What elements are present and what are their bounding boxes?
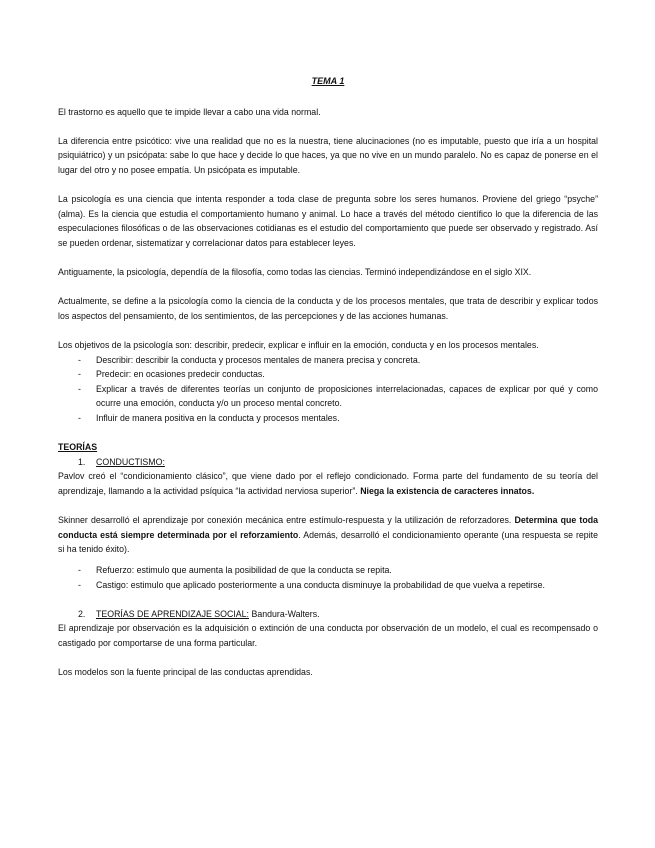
dash-marker: - <box>78 369 81 380</box>
reinforcement-list <box>58 563 598 592</box>
paragraph-actualmente: Actualmente, se define a la psicología como la ciencia de la conducta y de los procesos mentales, que trata de describir y explicar todos los aspectos del pensamiento, de los sentimientos, de las percepciones y de las acciones humanas. <box>58 296 598 321</box>
paragraph-pavlov: Pavlov creó el “condicionamiento clásico”, que viene dado por el reflejo condicionado. Forma parte del fundamento de su teoría del aprendizaje, llamando a la actividad psíquica “la actividad nerviosa superior”. Niega la existencia de caracteres innatos. <box>58 471 598 497</box>
dash-marker: - <box>78 579 81 590</box>
paragraph-observacion: El aprendizaje por observación es la adquisición o extinción de una conducta por observación de un modelo, el cual es recompensado o castigado por comportarse de una forma particular. <box>58 623 598 648</box>
list-item: - Predecir: en ocasiones predecir conductas. <box>58 367 598 382</box>
objectives-list <box>58 353 598 426</box>
list-item: - Influir de manera positiva en la conducta y procesos mentales. <box>58 411 598 426</box>
paragraph-modelos: Los modelos son la fuente principal de las conductas aprendidas. <box>58 667 313 678</box>
paragraph-objetivos: Los objetivos de la psicología son: describir, predecir, explicar e influir en la emoción, conducta y en los procesos mentales. <box>58 340 539 351</box>
list-item: - Castigo: estimulo que aplicado posteriormente a una conducta disminuye la probabilidad de que vuelva a repetirse. <box>58 578 598 593</box>
paragraph-psicologia-ciencia: La psicología es una ciencia que intenta responder a toda clase de pregunta sobre los seres humanos. Proviene del griego “psyche” (alma). Es la ciencia que estudia el comportamiento humano y animal. Lo hace a través del método científico lo que la diferencia de las especulaciones filosóficas o de las observaciones cotidianas es el estudio del comportamiento que puede ser observado y registrado. Así se pueden ordenar, sistematizar y correlacionar datos para establecer leyes. <box>58 194 598 248</box>
pavlov-emphasis: Niega la existencia de caracteres innatos. <box>360 486 535 497</box>
paragraph-antiguamente: Antiguamente, la psicología, dependía de la filosofía, como todas las ciencias. Terminó independizándose en el siglo XIX. <box>58 267 532 278</box>
item-label: TEORÍAS DE APRENDIZAJE SOCIAL: <box>96 608 250 619</box>
list-item: - Describir: describir la conducta y procesos mentales de manera precisa y concreta. <box>58 353 598 368</box>
paragraph-skinner: Skinner desarrolló el aprendizaje por conexión mecánica entre estímulo-respuesta y la utilización de reforzadores. Determina que toda conducta está siempre determinada por el reforzamiento. Además, desarrolló el condicionamiento operante (una respuesta se repite si ha tenido éxito). <box>58 515 599 555</box>
dash-marker: - <box>78 383 81 394</box>
skinner-emphasis: Determina que toda conducta está siempre determinada por el reforzamiento <box>58 515 599 540</box>
dash-marker: - <box>78 413 81 424</box>
item-number: 1. <box>78 456 86 467</box>
item-number: 2. <box>78 608 86 619</box>
section-heading-teorias: TEORÍAS <box>58 442 98 453</box>
numbered-heading-conductismo <box>58 455 598 470</box>
paragraph-psicotico-psicopata: La diferencia entre psicótico: vive una realidad que no es la nuestra, tiene alucinaciones (no es imputable, puesto que iría a un hospital psiquiátrico) y un psicópata: sabe lo que hace y decide lo que haces, ya que no vive en un mundo paralelo. No es capaz de ponerse en el lugar del otro y no posee empatía. Un psicópata es imputable. <box>58 135 598 175</box>
list-item: - Refuerzo: estimulo que aumenta la posibilidad de que la conducta se repita. <box>58 563 598 578</box>
numbered-heading-aprendizaje-social <box>58 607 598 622</box>
list-item: - Explicar a través de diferentes teorías un conjunto de proposiciones interrelacionadas, capaces de explicar por qué y como ocurre una emoción, conducta y/o un proceso mental concreto. <box>78 383 598 409</box>
dash-marker: - <box>78 565 81 575</box>
document-title: TEMA 1 <box>311 76 345 86</box>
dash-marker: - <box>78 354 81 365</box>
item-label: CONDUCTISMO: <box>96 456 165 467</box>
paragraph-trastorno: El trastorno es aquello que te impide llevar a cabo una vida normal. <box>58 106 321 117</box>
item-rest: Bandura-Walters. <box>249 608 320 619</box>
